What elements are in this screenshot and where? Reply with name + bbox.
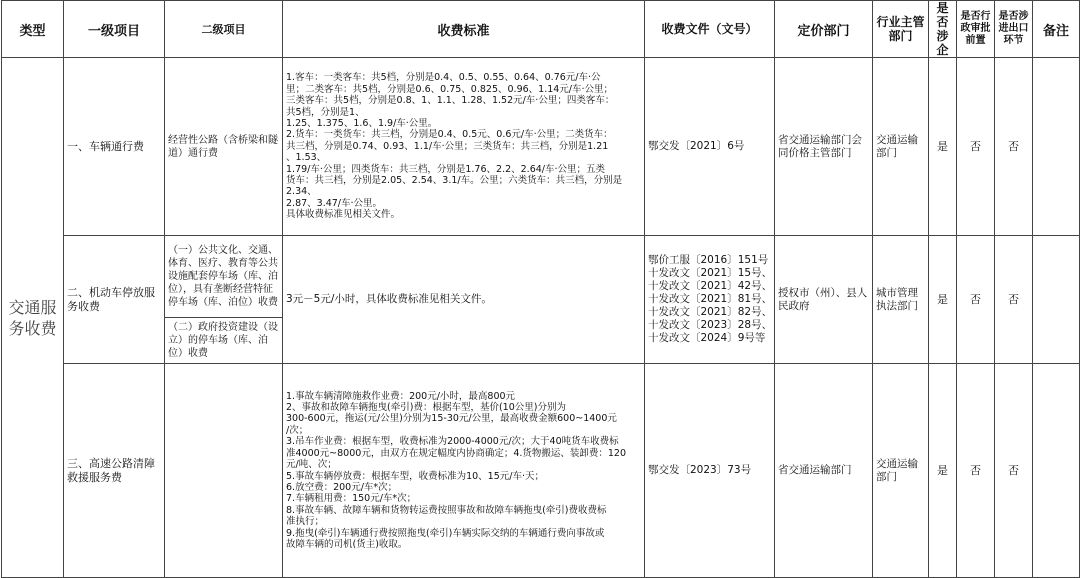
header-import-export: 是否涉进出口环节 bbox=[995, 1, 1033, 58]
level1-cell: 一、车辆通行费 bbox=[64, 58, 165, 236]
standard-line: 1.事故车辆清障施救作业费：200元/小时，最高800元 bbox=[286, 390, 516, 402]
industry-dept-cell: 交通运输部门 bbox=[873, 58, 929, 236]
involves-enterprise-cell: 是 bbox=[929, 364, 957, 578]
import-export-cell: 否 bbox=[995, 364, 1033, 578]
level2-cell bbox=[165, 364, 283, 578]
doc-cell bbox=[645, 364, 775, 578]
standard-cell bbox=[283, 58, 645, 236]
level1-cell: 二、机动车停放服务收费 bbox=[64, 236, 165, 364]
standard-line: 元/吨、次； bbox=[286, 459, 337, 471]
admin-approval-cell: 否 bbox=[957, 364, 995, 578]
standard-line: 具体收费标准见相关文件。 bbox=[286, 209, 401, 221]
industry-dept-cell: 城市管理执法部门 bbox=[873, 236, 929, 364]
import-export-cell: 否 bbox=[995, 58, 1033, 236]
standard-line: 货车：共三档，分别是2.05、2.54、3.1/车。公里；六类货车：共三档，分别是 bbox=[286, 175, 623, 187]
standard-line: 8.事故车辆、故障车辆和货物转运费按照事故和故障车辆拖曳(牵引)费收费标 bbox=[286, 504, 607, 516]
standard-line: 300-600元，拖运(元/公里)分别为15-30元/公里，最高收费金额600~1400元 bbox=[286, 413, 617, 425]
admin-approval-cell: 否 bbox=[957, 58, 995, 236]
standard-cell bbox=[283, 364, 645, 578]
doc-line: 十发改文〔2021〕42号、 bbox=[648, 280, 773, 292]
involves-enterprise-cell: 是 bbox=[929, 236, 957, 364]
remark-cell bbox=[1033, 364, 1080, 578]
header-level2: 二级项目 bbox=[165, 1, 283, 58]
pricing-dept-cell: 省交通运输部门 bbox=[775, 364, 873, 578]
standard-line: 准4000元~8000元，由双方在规定幅度内协商确定；4.货物搬运、装卸费：120 bbox=[286, 447, 627, 459]
involves-enterprise-cell: 是 bbox=[929, 58, 957, 236]
pricing-dept-cell: 省交通运输部门会同价格主管部门 bbox=[775, 58, 873, 236]
standard-line: 准执行； bbox=[286, 516, 325, 528]
doc-line: 十发改文〔2021〕82号、 bbox=[648, 306, 773, 318]
header-standard: 收费标准 bbox=[283, 1, 645, 58]
remark-cell bbox=[1033, 58, 1080, 236]
doc-line: 十发改文〔2021〕15号、 bbox=[648, 267, 773, 279]
standard-line: 1.客车：一类客车：共5档，分别是0.4、0.5、0.55、0.64、0.76元/车·公 bbox=[286, 72, 601, 84]
standard-line: 6.放空费：200元/车*次； bbox=[286, 481, 398, 493]
doc-line: 十发改文〔2024〕9号等 bbox=[648, 332, 766, 344]
doc-cell bbox=[645, 58, 775, 236]
standard-line: /次； bbox=[286, 424, 309, 436]
header-level1: 一级项目 bbox=[64, 1, 165, 58]
doc-line: 鄂价工服〔2016〕151号 bbox=[648, 254, 769, 266]
table-row bbox=[2, 364, 1080, 578]
standard-line: 7.车辆租用费：150元/车*次； bbox=[286, 493, 417, 505]
doc-line: 十发改文〔2023〕28号、 bbox=[648, 319, 773, 331]
standard-line: 2.货车：一类货车：共三档，分别是0.4、0.5元、0.6元/车·公里；二类货车： bbox=[286, 129, 613, 141]
standard-line: 三类客车：共5档，分别是0.8、1、1.1、1.28、1.52元/车·公里；四类客车： bbox=[286, 95, 615, 107]
standard-line: 1.79/车·公里；四类货车：共三档，分别是1.76、2.2、2.64/车·公里；五类 bbox=[286, 163, 606, 175]
header-admin-approval: 是否行政审批前置 bbox=[957, 1, 995, 58]
category-label: 交通服务收费 bbox=[8, 297, 57, 338]
level1-cell: 三、高速公路清障救援服务费 bbox=[64, 364, 165, 578]
import-export-cell: 否 bbox=[995, 236, 1033, 364]
doc-line: 鄂交发〔2021〕6号 bbox=[648, 140, 745, 152]
table-row bbox=[2, 58, 1080, 236]
level2-cell: 经营性公路（含桥梁和隧道）通行费 bbox=[165, 58, 283, 236]
remark-cell bbox=[1033, 236, 1080, 364]
standard-line: 2.34、 bbox=[286, 186, 317, 198]
header-remark: 备注 bbox=[1033, 1, 1080, 58]
fee-table bbox=[1, 0, 1080, 578]
header-pricing-dept: 定价部门 bbox=[775, 1, 873, 58]
standard-line: 共5档，分别是1、 bbox=[286, 106, 365, 118]
category-cell bbox=[2, 58, 64, 578]
standard-line: 共三档，分别是0.74、0.93、1.1/车·公里；三类货车：共三档，分别是1.21 bbox=[286, 140, 609, 152]
header-involves-enterprise: 是否涉企 bbox=[929, 1, 957, 58]
doc-cell bbox=[645, 236, 775, 364]
standard-line: 3.吊车作业费：根据车型，收费标准为2000-4000元/次；大于40吨货车收费标 bbox=[286, 436, 619, 448]
standard-line: 、1.53、 bbox=[286, 152, 327, 164]
table-row bbox=[2, 236, 1080, 318]
pricing-dept-cell: 授权市（州）、县人民政府 bbox=[775, 236, 873, 364]
admin-approval-cell: 否 bbox=[957, 236, 995, 364]
level2-cell: （二）政府投资建设（设立）的停车场（库、泊位）收费 bbox=[165, 318, 283, 364]
doc-line: 十发改文〔2021〕81号、 bbox=[648, 293, 773, 305]
header-doc: 收费文件（文号） bbox=[645, 1, 775, 58]
standard-line: 5.事故车辆停放费：根据车型，收费标准为10、15元/车·天； bbox=[286, 470, 544, 482]
level2-cell: （一）公共文化、交通、体育、医疗、教育等公共设施配套停车场（库、泊位），具有垄断经营特征停车场（库、泊位）收费 bbox=[165, 236, 283, 318]
standard-line: 9.拖曳(牵引)车辆通行费按照拖曳(牵引)车辆实际交纳的车辆通行费向事故或 bbox=[286, 527, 605, 539]
standard-line: 故障车辆的司机(货主)收取。 bbox=[286, 538, 408, 550]
standard-cell: 3元－5元/小时，具体收费标准见相关文件。 bbox=[283, 236, 645, 364]
header-industry-dept: 行业主管部门 bbox=[873, 1, 929, 58]
header-type: 类型 bbox=[2, 1, 64, 58]
doc-line: 鄂交发〔2023〕73号 bbox=[648, 464, 752, 476]
industry-dept-cell: 交通运输部门 bbox=[873, 364, 929, 578]
standard-line: 里；二类客车：共5档，分别是0.6、0.75、0.825、0.96、1.14元/车·公里； bbox=[286, 83, 614, 95]
standard-line: 2.87、3.47/车·公里。 bbox=[286, 197, 383, 209]
header-row bbox=[2, 1, 1080, 58]
standard-line: 2、事故和故障车辆拖曳(牵引)费：根据车型，基价(10公里)分别为 bbox=[286, 402, 566, 414]
standard-line: 1.25、1.375、1.6、1.9/车·公里。 bbox=[286, 117, 438, 129]
